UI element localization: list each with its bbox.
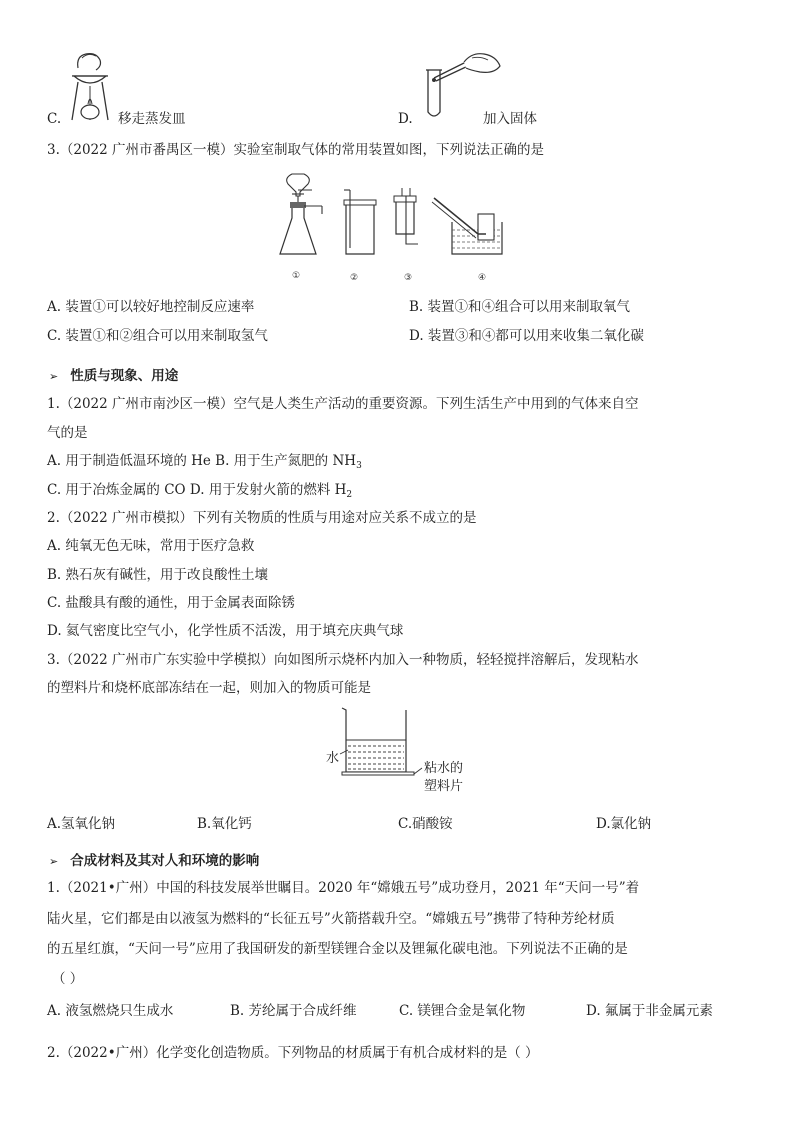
option-d-text: 加入固体: [483, 111, 537, 127]
option-c-text: 移走蒸发皿: [118, 111, 186, 127]
q1-space-line3: 的五星红旗，“天问一号”应用了我国研发的新型镁锂合金以及锂氟化碳电池。下列说法不正确的是: [47, 941, 628, 957]
q1-space-option-c: C. 镁锂合金是氧化物: [399, 1003, 526, 1019]
q3-lab-option-b: B. 装置①和④组合可以用来制取氧气: [409, 299, 631, 315]
q1-space-option-d: D. 氟属于非金属元素: [586, 1003, 713, 1019]
beaker-label-water: 水: [326, 751, 340, 766]
section-heading-properties: [49, 367, 178, 386]
section-arrow-icon: ➢: [49, 855, 59, 868]
apparatus-label-4: ④: [478, 273, 487, 283]
q3-beaker-option-c: C.硝酸铵: [398, 816, 453, 832]
beaker-label-plate-line1: 粘水的: [424, 761, 464, 776]
q1-air-subscript-3: 3: [356, 461, 362, 471]
q3-lab-option-d: D. 装置③和④都可以用来收集二氧化碳: [409, 328, 644, 344]
q1-air-options-cd: [47, 481, 352, 499]
section-heading-materials: [49, 852, 259, 871]
q1-space-option-b: B. 芳纶属于合成纤维: [230, 1003, 357, 1019]
section-title: 性质与现象、用途: [70, 368, 179, 384]
apparatus-label-2: ②: [350, 273, 359, 283]
apparatus-1-flask: [280, 174, 322, 254]
q1-air-subscript-2: 2: [346, 490, 353, 500]
q2-props-option-b: B. 熟石灰有碱性，用于改良酸性土壤: [47, 567, 269, 583]
lab-apparatus-figure: [278, 170, 508, 288]
option-d-letter: D.: [398, 111, 413, 127]
q3-beaker-stem-line2: 的塑料片和烧杯底部冻结在一起，则加入的物质可能是: [47, 680, 371, 696]
q1-space-line4: （ ）: [52, 971, 84, 987]
q3-lab-option-c: C. 装置①和②组合可以用来制取氢气: [47, 328, 268, 344]
beaker-figure: [322, 704, 482, 796]
q3-lab-option-a: A. 装置①可以较好地控制反应速率: [47, 299, 255, 315]
q1-space-option-a: A. 液氢燃烧只生成水: [47, 1003, 174, 1019]
q2-props-option-d: D. 氦气密度比空气小，化学性质不活泼，用于填充庆典气球: [47, 623, 404, 639]
q2-props-option-c: C. 盐酸具有酸的通性，用于金属表面除锈: [47, 595, 295, 611]
q2-props-stem: 2.（2022 广州市模拟）下列有关物质的性质与用途对应关系不成立的是: [47, 510, 477, 526]
q3-beaker-option-d: D.氯化钠: [596, 816, 652, 832]
beaker-label-plate-line2: 塑料片: [424, 779, 464, 794]
apparatus-label-3: ③: [404, 273, 413, 283]
q3-beaker-stem-line1: 3.（2022 广州市广东实验中学模拟）向如图所示烧杯内加入一种物质，轻轻搅拌溶解后，发现粘水: [47, 652, 639, 668]
option-c-letter: C.: [47, 111, 62, 127]
q3-lab-stem: 3.（2022 广州市番禺区一模）实验室制取气体的常用装置如图，下列说法正确的是: [47, 142, 545, 158]
q2-props-option-a: A. 纯氧无色无味，常用于医疗急救: [47, 538, 255, 554]
apparatus-label-1: ①: [292, 271, 301, 281]
q1-air-options-ab: [47, 452, 362, 470]
q1-air-stem-line2: 气的是: [47, 425, 88, 441]
apparatus-3-tube: [394, 188, 418, 244]
q2-synthetic-stem: 2.（2022•广州）化学变化创造物质。下列物品的材质属于有机合成材料的是（ ）: [47, 1045, 539, 1061]
q1-air-options-cd-text: C. 用于冶炼金属的 CO D. 用于发射火箭的燃料 H: [47, 482, 347, 498]
q1-air-stem-line1: 1.（2022 广州市南沙区一模）空气是人类生产活动的重要资源。下列生活生产中用到的气体来自空: [47, 396, 639, 412]
q1-space-line2: 陆火星，它们都是由以液氢为燃料的“长征五号”火箭搭载升空。“嫦娥五号”携带了特种芳纶材质: [47, 911, 615, 927]
section-arrow-icon: ➢: [49, 370, 59, 383]
section-title: 合成材料及其对人和环境的影响: [70, 853, 260, 869]
apparatus-4-trough: [432, 198, 502, 254]
apparatus-2-bottle: [344, 190, 376, 254]
q3-beaker-option-b: B.氧化钙: [197, 816, 252, 832]
q3-beaker-option-a: A.氢氧化钠: [47, 816, 116, 832]
evaporating-dish-figure: [66, 50, 114, 122]
q1-space-line1: 1.（2021•广州）中国的科技发展举世瞩目。2020 年“嫦娥五号”成功登月，2021 年“天问一号”着: [47, 880, 640, 896]
q1-air-options-ab-text: A. 用于制造低温环境的 He B. 用于生产氮肥的 NH: [47, 453, 357, 469]
